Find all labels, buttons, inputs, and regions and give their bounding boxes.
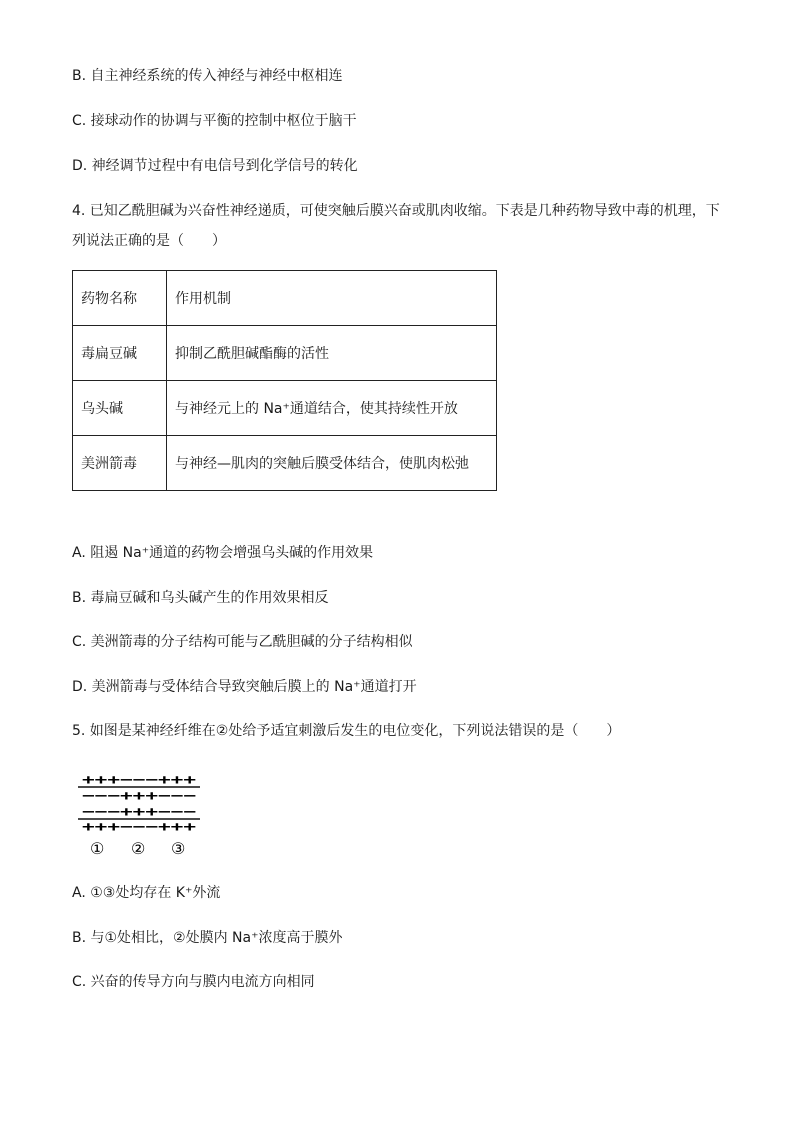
table-row: [73, 381, 497, 436]
position-label-2: ②: [131, 839, 146, 858]
table-cell: 毒扁豆碱: [73, 326, 167, 381]
table-cell: 与神经元上的 Na⁺通道结合，使其持续性开放: [167, 381, 497, 436]
q4-option-b: B. 毒扁豆碱和乌头碱产生的作用效果相反: [72, 590, 329, 606]
q5-option-c: C. 兴奋的传导方向与膜内电流方向相同: [72, 974, 315, 990]
membrane-inner-bottom-charges: −−−+++−−−: [82, 805, 197, 820]
table-row: [73, 326, 497, 381]
table-row: [73, 436, 497, 491]
q3-option-c: C. 接球动作的协调与平衡的控制中枢位于脑干: [72, 113, 357, 129]
drug-mechanism-table: [72, 270, 497, 491]
table-header-row: [73, 271, 497, 326]
table-cell: 美洲箭毒: [73, 436, 167, 491]
table-cell: 与神经—肌肉的突触后膜受体结合，使肌肉松弛: [167, 436, 497, 491]
q4-stem: 4. 已知乙酰胆碱为兴奋性神经递质，可使突触后膜兴奋或肌肉收缩。下表是几种药物导致中毒的机理，下列说法正确的是（ ）: [72, 203, 720, 249]
q4-option-a: A. 阻遏 Na⁺通道的药物会增强乌头碱的作用效果: [72, 545, 374, 561]
q5-stem: 5. 如图是某神经纤维在②处给予适宜刺激后发生的电位变化，下列说法错误的是（ ）: [72, 723, 621, 739]
q4-option-d: D. 美洲箭毒与受体结合导致突触后膜上的 Na⁺通道打开: [72, 679, 417, 695]
membrane-outer-bottom-charges: +++−−−+++: [82, 820, 197, 835]
position-label-1: ①: [90, 839, 105, 858]
table-header-cell: 作用机制: [167, 271, 497, 326]
nerve-fiber-potential-diagram: [76, 770, 206, 862]
membrane-outer-top-charges: +++−−−+++: [82, 773, 197, 788]
table-cell: 抑制乙酰胆碱酯酶的活性: [167, 326, 497, 381]
q3-option-b: B. 自主神经系统的传入神经与神经中枢相连: [72, 68, 343, 84]
table-cell: 乌头碱: [73, 381, 167, 436]
table-header-cell: 药物名称: [73, 271, 167, 326]
membrane-inner-top-charges: −−−+++−−−: [82, 789, 197, 804]
q5-option-b: B. 与①处相比，②处膜内 Na⁺浓度高于膜外: [72, 930, 343, 946]
q3-option-d: D. 神经调节过程中有电信号到化学信号的转化: [72, 158, 358, 174]
position-label-3: ③: [171, 839, 186, 858]
q5-option-a: A. ①③处均存在 K⁺外流: [72, 885, 221, 901]
q4-option-c: C. 美洲箭毒的分子结构可能与乙酰胆碱的分子结构相似: [72, 634, 413, 650]
